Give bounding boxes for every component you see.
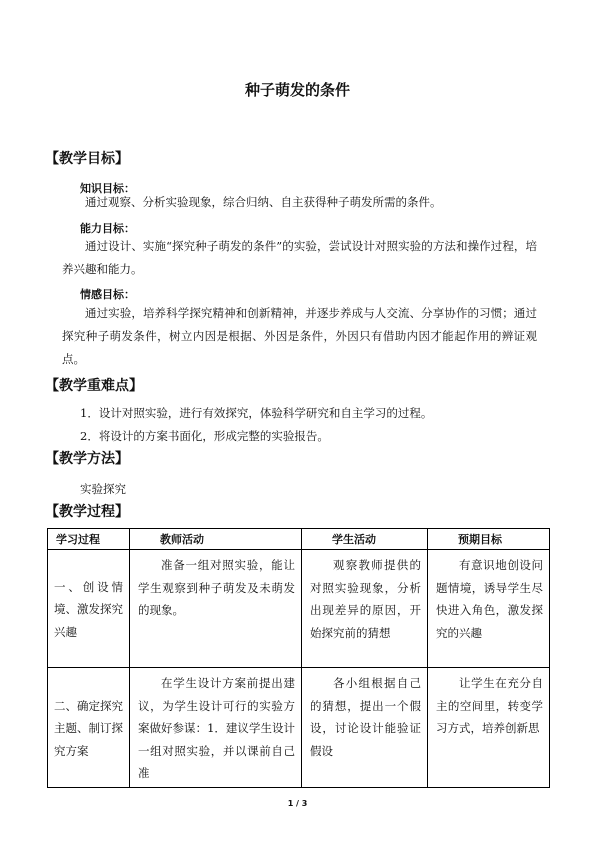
student-activity-cell: 各小组根据自己的猜想，提出一个假设，讨论设计能验证假设 [302, 668, 428, 788]
key-point-item-1: 1．设计对照实验，进行有效探究，体验科学研究和自主学习的过程。 [80, 406, 433, 420]
ability-objective-label: 能力目标： [80, 222, 135, 235]
column-header-goal: 预期目标 [428, 529, 550, 550]
column-header-teacher: 教师活动 [130, 529, 302, 550]
section-heading-process: 【教学过程】 [45, 504, 129, 520]
section-heading-key-points: 【教学重难点】 [45, 378, 143, 394]
teacher-activity-cell: 在学生设计方案前提出建议，为学生设计可行的实验方案做好参谋：1．建议学生设计一组对照实验，并以课前自己准 [130, 668, 302, 788]
table-header-row [48, 529, 550, 550]
expected-goal-cell: 有意识地创设问题情境，诱导学生尽快进入角色，激发探究的兴趣 [428, 550, 550, 668]
column-header-stage: 学习过程 [48, 529, 130, 550]
expected-goal-cell: 让学生在充分自主的空间里，转变学习方式，培养创新思 [428, 668, 550, 788]
process-table [47, 528, 550, 788]
page-number: 1 / 3 [287, 799, 308, 808]
section-heading-methods: 【教学方法】 [45, 451, 129, 467]
method-text: 实验探究 [80, 482, 126, 496]
emotion-objective-label: 情感目标： [80, 288, 135, 301]
ability-objective-text: 通过设计、实施“探究种子萌发的条件”的实验，尝试设计对照实验的方法和操作过程，培养兴趣和能力。 [62, 239, 537, 276]
teacher-activity-cell: 准备一组对照实验，能让学生观察到种子萌发及未萌发的现象。 [130, 550, 302, 668]
table-row [48, 550, 550, 668]
knowledge-objective-label: 知识目标： [80, 182, 135, 195]
page-title: 种子萌发的条件 [244, 81, 350, 99]
stage-cell: 一、创设情境、激发探究兴趣 [48, 550, 130, 668]
column-header-student: 学生活动 [302, 529, 428, 550]
section-heading-objectives: 【教学目标】 [45, 151, 129, 167]
key-point-item-2: 2．将设计的方案书面化，形成完整的实验报告。 [80, 429, 329, 443]
stage-cell: 二、确定探究主题、制订探究方案 [48, 668, 130, 788]
student-activity-cell: 观察教师提供的对照实验现象，分析出现差异的原因，开始探究前的猜想 [302, 550, 428, 668]
knowledge-objective-text: 通过观察、分析实验现象，综合归纳、自主获得种子萌发所需的条件。 [85, 195, 442, 209]
emotion-objective-text: 通过实验，培养科学探究精神和创新精神，并逐步养成与人交流、分享协作的习惯；通过探究种子萌发条件，树立内因是根据、外因是条件，外因只有借助内因才能起作用的辨证观点。 [62, 306, 537, 366]
table-row [48, 668, 550, 788]
